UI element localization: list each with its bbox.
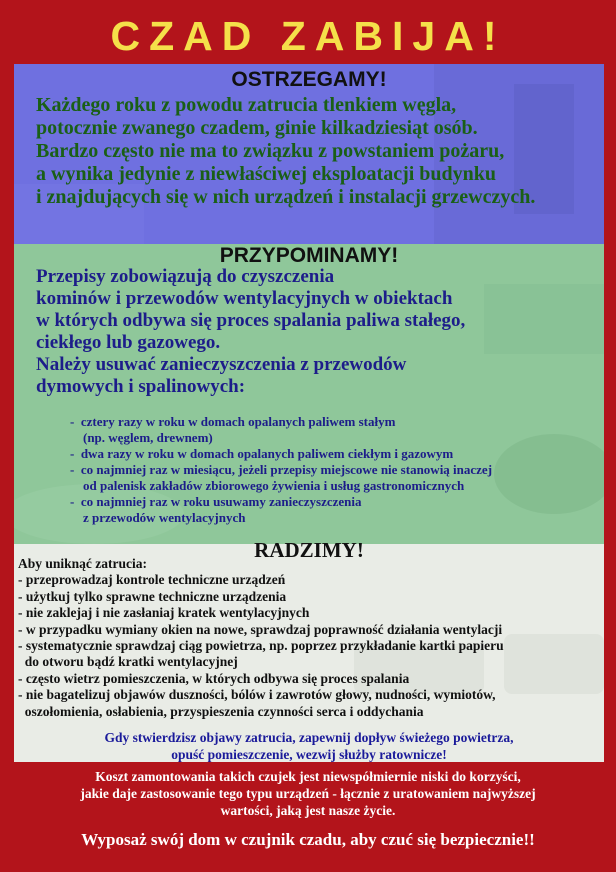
warning-heading: OSTRZEGAMY! [231,68,387,91]
reminder-line: kominów i przewodów wentylacyjnych w obiektach [36,288,453,309]
footer-slogan: Wyposaż swój dom w czujnik czadu, aby czuć się bezpiecznie!! [81,830,535,849]
schedule-item: - co najmniej raz w miesiącu, jeżeli przepisy miejscowe nie stanowią inaczej [70,462,493,477]
warning-line: i znajdujących się w nich urządzeń i instalacji grzewczych. [36,186,536,208]
reminder-heading: PRZYPOMINAMY! [219,244,399,267]
advice-item: - przeprowadzaj kontrole techniczne urządzeń [18,572,286,588]
advice-item: - nie bagatelizuj objawów duszności, bólów i zawrotów głowy, nudności, wymiotów, [18,687,496,703]
schedule-item: - dwa razy w roku w domach opalanych paliwem ciekłym i gazowym [70,446,454,461]
advice-list [18,556,504,720]
cleaning-schedule-list [70,414,492,526]
warning-line: Każdego roku z powodu zatrucia tlenkiem węgla, [36,94,457,116]
advice-item: - w przypadku wymiany okien na nowe, sprawdzaj poprawność działania wentylacji [18,621,503,637]
footer-text [0,768,616,819]
reminder-line: Należy usuwać zanieczyszczenia z przewodów [36,354,407,375]
emergency-advice [14,730,604,763]
schedule-item: od palenisk zakładów zbiorowego żywienia i usług gastronomicznych [70,478,465,493]
emergency-line: opuść pomieszczenie, wezwij służby ratownicze! [171,746,447,762]
schedule-item: z przewodów wentylacyjnych [70,510,246,525]
reminder-text [36,266,465,398]
warning-line: a wynika jedynie z niewłaściwej eksploatacji budynku [36,163,497,185]
emergency-line: Gdy stwierdzisz objawy zatrucia, zapewnij dopływ świeżego powietrza, [104,730,514,745]
reminder-line: dymowych i spalinowych: [36,376,246,397]
advice-item: - nie zaklejaj i nie zasłaniaj kratek wentylacyjnych [18,605,310,621]
footer-line: Koszt zamontowania takich czujek jest niewspółmiernie niski do korzyści, [95,769,521,784]
footer-line: wartości, jaką jest nasze życie. [220,803,396,818]
footer-line: jakie daje zastosowanie tego typu urządzeń - łącznie z uratowaniem najwyższej [80,786,536,801]
advice-heading: RADZIMY! [254,538,364,562]
advice-item: - użytkuj tylko sprawne techniczne urządzenia [18,588,287,604]
advice-item: oszołomienia, osłabienia, przyspieszenia czynności serca i oddychania [18,703,424,719]
reminder-line: w których odbywa się proces spalania paliwa stałego, [36,310,466,331]
advice-item: do otworu bądź kratki wentylacyjnej [18,654,238,670]
warning-line: Bardzo często nie ma to związku z powstaniem pożaru, [36,140,505,162]
warning-text [36,94,535,209]
schedule-item: - co najmniej raz w roku usuwamy zanieczyszczenia [70,494,362,509]
schedule-item: - cztery razy w roku w domach opalanych paliwem stałym [70,414,396,429]
advice-item: Aby uniknąć zatrucia: [18,556,148,571]
reminder-line: ciekłego lub gazowego. [36,332,221,353]
reminder-line: Przepisy zobowiązują do czyszczenia [36,266,335,287]
warning-line: potocznie zwanego czadem, ginie kilkadziesiąt osób. [36,117,478,139]
schedule-item: (np. węglem, drewnem) [70,430,213,445]
poster-title: CZAD ZABIJA! [110,13,506,59]
advice-item: - często wietrz pomieszczenia, w których odbywa się proces spalania [18,670,410,686]
advice-item: - systematycznie sprawdzaj ciąg powietrza, np. poprzez przykładanie kartki papieru [18,638,504,654]
